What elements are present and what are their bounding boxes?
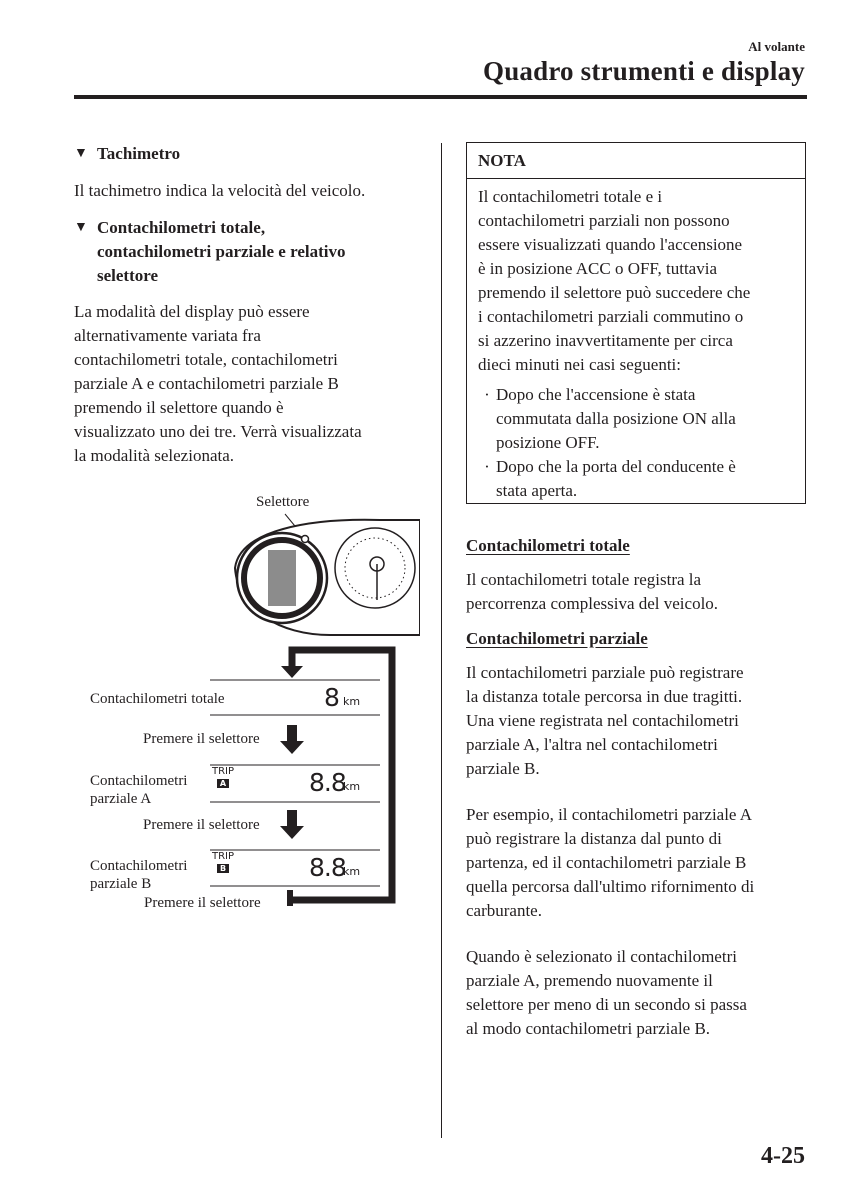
tach-heading xyxy=(74,142,420,166)
arrow-down-icon xyxy=(281,666,303,678)
trip-p3-line: parziale A, premendo nuovamente il xyxy=(466,971,713,990)
trip-b-tag xyxy=(212,851,234,875)
odo-total-label: Contachilometri totale xyxy=(90,691,225,707)
note-box xyxy=(466,142,806,504)
odo-heading-line: contachilometri parziale e relativo xyxy=(97,242,346,261)
triangle-down-icon: ▼ xyxy=(74,146,88,161)
trip-paragraph-2 xyxy=(466,803,808,923)
note-item-line: Dopo che la porta del conducente è xyxy=(496,457,736,476)
note-item-line: posizione OFF. xyxy=(496,433,600,452)
arrow-down-icon xyxy=(287,725,297,741)
trip-tag-text: TRIP xyxy=(212,766,235,777)
trip-b-label-line: Contachilometri xyxy=(90,858,188,874)
bullet-dot-icon: · xyxy=(484,457,490,476)
odo-heading xyxy=(74,216,420,288)
odo-total-heading: Contachilometri totale xyxy=(466,536,630,555)
trip-p2-line: Per esempio, il contachilometri parziale A xyxy=(466,805,753,824)
trip-a-label-line: parziale A xyxy=(90,791,152,807)
note-line: Il contachilometri totale e i xyxy=(478,187,663,206)
note-line: si azzerino inavvertitamente per circa xyxy=(478,331,733,350)
odo-total-text-line: percorrenza complessiva del veicolo. xyxy=(466,594,719,613)
trip-p1-line: la distanza totale percorsa in due tragitti. xyxy=(466,687,743,706)
trip-tag-text: TRIP xyxy=(212,851,235,862)
note-list-item xyxy=(478,383,795,455)
trip-section xyxy=(466,627,808,1041)
note-item-line: Dopo che l'accensione è stata xyxy=(496,385,696,404)
trip-p3-line: selettore per meno di un secondo si passa xyxy=(466,995,747,1014)
arrow-down-icon xyxy=(287,810,297,826)
note-line: essere visualizzati quando l'accensione xyxy=(478,235,743,254)
note-title: NOTA xyxy=(467,143,805,179)
arrow-down-icon xyxy=(280,826,304,839)
trip-paragraph-1 xyxy=(466,661,808,781)
press-selector-label: Premere il selettore xyxy=(143,817,260,833)
note-item-line: stata aperta. xyxy=(496,481,578,500)
trip-paragraph-3 xyxy=(466,945,808,1041)
odo-heading-line: selettore xyxy=(97,266,159,285)
note-line: contachilometri parziali non possono xyxy=(478,211,730,230)
selector-knob-icon xyxy=(302,536,309,543)
odo-total-text-line: Il contachilometri totale registra la xyxy=(466,570,702,589)
page-number: 4-25 xyxy=(761,1143,805,1169)
note-line: premendo il selettore può succedere che xyxy=(478,283,751,302)
column-divider xyxy=(441,143,442,1138)
odo-text-line: parziale A e contachilometri parziale B xyxy=(74,374,339,393)
trip-p2-line: partenza, ed il contachilometri parziale B xyxy=(466,853,747,872)
odo-text-line: la modalità selezionata. xyxy=(74,446,235,465)
odo-text-line: visualizzato uno dei tre. Verrà visualizzata xyxy=(74,422,362,441)
odo-total-section xyxy=(466,534,808,616)
odo-digits: 8 xyxy=(324,683,340,712)
trip-p2-line: quella percorsa dall'ultimo rifornimento di xyxy=(466,877,755,896)
odo-heading-line: Contachilometri totale, xyxy=(97,218,266,237)
trip-a-badge: A xyxy=(217,779,229,788)
odo-text-line: contachilometri totale, contachilometri xyxy=(74,350,338,369)
tach-section xyxy=(74,142,420,203)
chapter-label: Al volante xyxy=(748,39,805,54)
trip-b-digits: 8.8 xyxy=(309,853,346,882)
trip-heading: Contachilometri parziale xyxy=(466,629,648,648)
trip-a-tag xyxy=(212,766,234,790)
triangle-down-icon: ▼ xyxy=(74,220,88,235)
trip-b-unit: km xyxy=(343,865,361,878)
note-body xyxy=(467,179,805,503)
note-line: dieci minuti nei casi seguenti: xyxy=(478,355,682,374)
trip-b-label xyxy=(90,857,187,893)
trip-p2-line: carburante. xyxy=(466,901,542,920)
odometer-diagram xyxy=(80,490,420,930)
odo-text-line: La modalità del display può essere xyxy=(74,302,310,321)
tach-text: Il tachimetro indica la velocità del veicolo. xyxy=(74,181,366,200)
trip-p1-line: parziale B. xyxy=(466,759,540,778)
trip-p1-line: parziale A, l'altra nel contachilometri xyxy=(466,735,718,754)
arrow-stub xyxy=(287,890,293,906)
odo-unit: km xyxy=(343,695,361,708)
header-rule xyxy=(74,95,807,99)
trip-a-digits: 8.8 xyxy=(309,768,346,797)
trip-p1-line: Una viene registrata nel contachilometri xyxy=(466,711,739,730)
note-line: è in posizione ACC o OFF, tuttavia xyxy=(478,259,717,278)
bullet-dot-icon: · xyxy=(484,385,490,404)
trip-a-label xyxy=(90,772,187,808)
trip-p3-line: al modo contachilometri parziale B. xyxy=(466,1019,711,1038)
trip-p2-line: può registrare la distanza dal punto di xyxy=(466,829,722,848)
press-selector-label: Premere il selettore xyxy=(144,895,261,911)
display-screen xyxy=(268,550,296,606)
arrow-down-icon xyxy=(280,741,304,754)
selector-label: Selettore xyxy=(256,494,310,510)
section-title: Quadro strumenti e display xyxy=(483,56,805,86)
odo-text xyxy=(74,300,420,468)
odo-section xyxy=(74,216,420,468)
note-line: i contachilometri parziali commutino o xyxy=(478,307,744,326)
trip-p1-line: Il contachilometri parziale può registrare xyxy=(466,663,744,682)
trip-b-label-line: parziale B xyxy=(90,876,152,892)
trip-a-unit: km xyxy=(343,780,361,793)
trip-p3-line: Quando è selezionato il contachilometri xyxy=(466,947,737,966)
note-item-line: commutata dalla posizione ON alla xyxy=(496,409,736,428)
odo-text-line: premendo il selettore quando è xyxy=(74,398,284,417)
press-selector-label: Premere il selettore xyxy=(143,731,260,747)
trip-b-badge: B xyxy=(217,864,229,873)
note-list xyxy=(478,383,795,503)
odo-text-line: alternativamente variata fra xyxy=(74,326,261,345)
note-list-item xyxy=(478,455,795,503)
trip-a-label-line: Contachilometri xyxy=(90,773,188,789)
tach-heading-text: Tachimetro xyxy=(97,144,181,163)
